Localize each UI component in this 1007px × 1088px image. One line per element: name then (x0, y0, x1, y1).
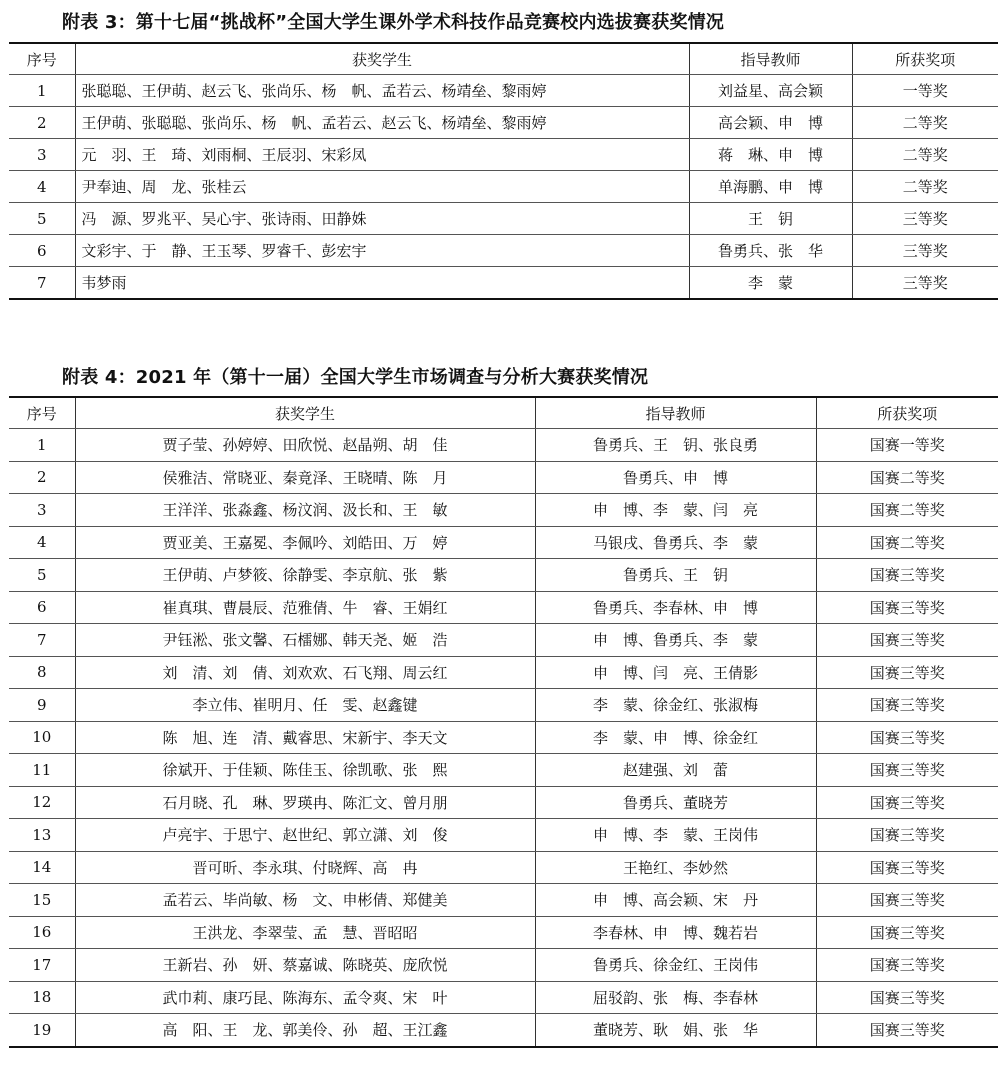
column-header-students: 获奖学生 (75, 43, 689, 75)
table-row (9, 429, 998, 462)
award-level: 国赛三等奖 (816, 786, 998, 819)
column-header-index: 序号 (9, 397, 75, 429)
advisors: 申 博、闫 亮、王倩影 (535, 656, 816, 689)
award-students: 刘 清、刘 倩、刘欢欢、石飞翔、周云红 (75, 656, 535, 689)
award-students: 王新岩、孙 妍、蔡嘉诚、陈晓英、庞欣悦 (75, 949, 535, 982)
advisors: 鲁勇兵、王 钥 (535, 559, 816, 592)
award-level: 一等奖 (852, 75, 998, 107)
advisors: 鲁勇兵、徐金红、王岗伟 (535, 949, 816, 982)
row-index: 5 (9, 559, 75, 592)
award-students: 卢亮宇、于思宁、赵世纪、郭立潇、刘 俊 (75, 819, 535, 852)
column-header-advisors: 指导教师 (535, 397, 816, 429)
award-students: 王伊萌、张聪聪、张尚乐、杨 帆、孟若云、赵云飞、杨靖垒、黎雨婷 (75, 107, 689, 139)
advisors: 董晓芳、耿 娟、张 华 (535, 1014, 816, 1047)
advisors: 李 蒙、徐金红、张淑梅 (535, 689, 816, 722)
award-level: 三等奖 (852, 267, 998, 300)
table3-caption: 附表 3：第十七届“挑战杯”全国大学生课外学术科技作品竞赛校内选拔赛获奖情况 (62, 12, 725, 33)
award-students: 陈 旭、连 清、戴睿思、宋新宇、李天文 (75, 721, 535, 754)
award-level: 国赛三等奖 (816, 754, 998, 787)
award-students: 元 羽、王 琦、刘雨桐、王辰羽、宋彩凤 (75, 139, 689, 171)
row-index: 16 (9, 916, 75, 949)
advisors: 蒋 琳、申 博 (689, 139, 852, 171)
row-index: 3 (9, 139, 75, 171)
award-level: 二等奖 (852, 107, 998, 139)
row-index: 4 (9, 171, 75, 203)
table-row (9, 171, 998, 203)
award-students: 王伊萌、卢梦筱、徐静雯、李京航、张 紫 (75, 559, 535, 592)
award-level: 三等奖 (852, 203, 998, 235)
table-row (9, 884, 998, 917)
row-index: 3 (9, 494, 75, 527)
row-index: 9 (9, 689, 75, 722)
table-row (9, 624, 998, 657)
advisors: 申 博、高会颖、宋 丹 (535, 884, 816, 917)
award-students: 韦梦雨 (75, 267, 689, 300)
advisors: 刘益星、高会颖 (689, 75, 852, 107)
award-level: 国赛三等奖 (816, 851, 998, 884)
award-students: 贾子莹、孙婷婷、田欣悦、赵晶朔、胡 佳 (75, 429, 535, 462)
table-row (9, 203, 998, 235)
row-index: 10 (9, 721, 75, 754)
table-row (9, 267, 998, 300)
row-index: 19 (9, 1014, 75, 1047)
advisors: 高会颖、申 博 (689, 107, 852, 139)
row-index: 14 (9, 851, 75, 884)
award-level: 国赛一等奖 (816, 429, 998, 462)
table4 (9, 396, 998, 1048)
advisors: 申 博、鲁勇兵、李 蒙 (535, 624, 816, 657)
table3-header-row (9, 43, 998, 75)
award-students: 晋可昕、李永琪、付晓辉、高 冉 (75, 851, 535, 884)
table-row (9, 139, 998, 171)
award-level: 国赛三等奖 (816, 591, 998, 624)
table-row (9, 235, 998, 267)
row-index: 13 (9, 819, 75, 852)
table-row (9, 754, 998, 787)
row-index: 5 (9, 203, 75, 235)
row-index: 7 (9, 624, 75, 657)
column-header-award: 所获奖项 (816, 397, 998, 429)
row-index: 17 (9, 949, 75, 982)
table-row (9, 559, 998, 592)
table-row (9, 107, 998, 139)
award-level: 国赛三等奖 (816, 624, 998, 657)
award-students: 侯雅洁、常晓亚、秦竟泽、王晓晴、陈 月 (75, 461, 535, 494)
advisors: 屈驳韵、张 梅、李春林 (535, 981, 816, 1014)
row-index: 11 (9, 754, 75, 787)
award-level: 国赛三等奖 (816, 689, 998, 722)
advisors: 赵建强、刘 蕾 (535, 754, 816, 787)
advisors: 鲁勇兵、申 博 (535, 461, 816, 494)
award-students: 王洋洋、张淼鑫、杨汶润、汲长和、王 敏 (75, 494, 535, 527)
award-level: 三等奖 (852, 235, 998, 267)
award-level: 国赛三等奖 (816, 656, 998, 689)
table-row (9, 981, 998, 1014)
award-students: 王洪龙、李翠莹、孟 慧、晋昭昭 (75, 916, 535, 949)
row-index: 8 (9, 656, 75, 689)
award-students: 文彩宇、于 静、王玉琴、罗睿千、彭宏宇 (75, 235, 689, 267)
table-row (9, 689, 998, 722)
award-level: 国赛三等奖 (816, 916, 998, 949)
award-level: 国赛三等奖 (816, 559, 998, 592)
award-level: 国赛二等奖 (816, 461, 998, 494)
award-level: 国赛三等奖 (816, 884, 998, 917)
row-index: 2 (9, 461, 75, 494)
table-row (9, 916, 998, 949)
advisors: 王 钥 (689, 203, 852, 235)
advisors: 单海鹏、申 博 (689, 171, 852, 203)
award-students: 贾亚美、王嘉冕、李佩吟、刘皓田、万 婷 (75, 526, 535, 559)
row-index: 4 (9, 526, 75, 559)
award-level: 国赛二等奖 (816, 526, 998, 559)
table-row (9, 591, 998, 624)
advisors: 王艳红、李妙然 (535, 851, 816, 884)
advisors: 申 博、李 蒙、王岗伟 (535, 819, 816, 852)
award-level: 国赛二等奖 (816, 494, 998, 527)
advisors: 鲁勇兵、李春林、申 博 (535, 591, 816, 624)
award-students: 李立伟、崔明月、任 雯、赵鑫键 (75, 689, 535, 722)
award-level: 二等奖 (852, 139, 998, 171)
award-level: 二等奖 (852, 171, 998, 203)
row-index: 1 (9, 429, 75, 462)
award-level: 国赛三等奖 (816, 1014, 998, 1047)
award-students: 武巾莉、康巧昆、陈海东、孟令爽、宋 叶 (75, 981, 535, 1014)
table-row (9, 1014, 998, 1047)
table-row (9, 494, 998, 527)
table-row (9, 526, 998, 559)
advisors: 鲁勇兵、王 钥、张良勇 (535, 429, 816, 462)
award-students: 高 阳、王 龙、郭美伶、孙 超、王江鑫 (75, 1014, 535, 1047)
row-index: 1 (9, 75, 75, 107)
award-level: 国赛三等奖 (816, 949, 998, 982)
row-index: 7 (9, 267, 75, 300)
advisors: 李春林、申 博、魏若岩 (535, 916, 816, 949)
table-row (9, 949, 998, 982)
table4-header-row (9, 397, 998, 429)
award-students: 石月晓、孔 琳、罗瑛冉、陈汇文、曾月朋 (75, 786, 535, 819)
advisors: 马银戌、鲁勇兵、李 蒙 (535, 526, 816, 559)
award-students: 尹钰淞、张文馨、石檑娜、韩天尧、姬 浩 (75, 624, 535, 657)
table4-caption: 附表 4：2021 年（第十一届）全国大学生市场调查与分析大赛获奖情况 (62, 367, 649, 388)
advisors: 鲁勇兵、张 华 (689, 235, 852, 267)
row-index: 15 (9, 884, 75, 917)
table-row (9, 851, 998, 884)
table-row (9, 75, 998, 107)
award-level: 国赛三等奖 (816, 721, 998, 754)
table-row (9, 656, 998, 689)
award-students: 尹奉迪、周 龙、张桂云 (75, 171, 689, 203)
column-header-students: 获奖学生 (75, 397, 535, 429)
table-row (9, 461, 998, 494)
row-index: 6 (9, 591, 75, 624)
award-students: 徐斌开、于佳颖、陈佳玉、徐凯歌、张 熙 (75, 754, 535, 787)
column-header-index: 序号 (9, 43, 75, 75)
award-students: 张聪聪、王伊萌、赵云飞、张尚乐、杨 帆、孟若云、杨靖垒、黎雨婷 (75, 75, 689, 107)
row-index: 6 (9, 235, 75, 267)
advisors: 李 蒙、申 博、徐金红 (535, 721, 816, 754)
award-level: 国赛三等奖 (816, 819, 998, 852)
table-row (9, 786, 998, 819)
table3 (9, 42, 998, 300)
row-index: 18 (9, 981, 75, 1014)
table-row (9, 721, 998, 754)
award-students: 冯 源、罗兆平、吴心宇、张诗雨、田静姝 (75, 203, 689, 235)
advisors: 申 博、李 蒙、闫 亮 (535, 494, 816, 527)
award-students: 孟若云、毕尚敏、杨 文、申彬倩、郑健美 (75, 884, 535, 917)
advisors: 李 蒙 (689, 267, 852, 300)
column-header-award: 所获奖项 (852, 43, 998, 75)
column-header-advisors: 指导教师 (689, 43, 852, 75)
table-row (9, 819, 998, 852)
award-level: 国赛三等奖 (816, 981, 998, 1014)
award-students: 崔真琪、曹晨辰、范雅倩、牛 睿、王娟红 (75, 591, 535, 624)
row-index: 12 (9, 786, 75, 819)
row-index: 2 (9, 107, 75, 139)
advisors: 鲁勇兵、董晓芳 (535, 786, 816, 819)
